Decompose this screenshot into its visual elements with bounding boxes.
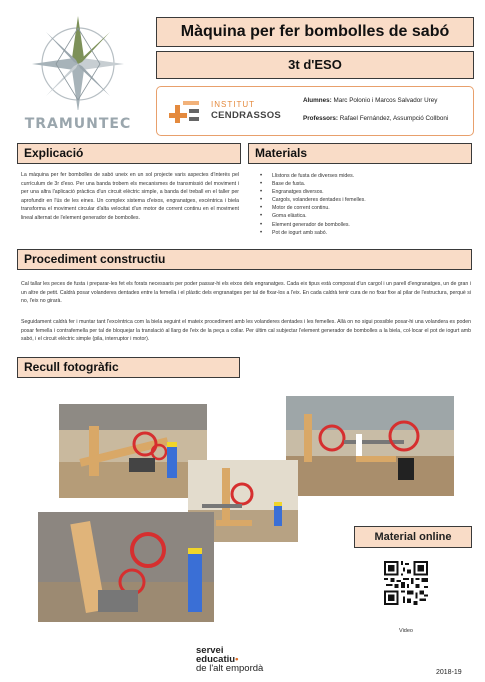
institute-logo (165, 97, 295, 127)
credits-box (156, 86, 474, 136)
procedure-paragraph-2: Seguidament caldrà fer i muntar tant l'excèntrica com la biela seguint el mateix procediment amb les volanderes dentades i les femelles. Allà on no sigui possible posar-hi una volandera es poden posar femella i contrafemella per tal de bloquejar la translació al llarg de l'eix de la peça a collar. Per últim cal subjectar l'element generador de bombolles a la biela, col·locar el pot de iogurt amb sabó, i el circuit elèctric simple (pila, interruptor i motor). (21, 319, 471, 343)
project-photo (59, 404, 207, 498)
authors-names: Marc Polonio i Marcos Salvador Urey (333, 97, 438, 104)
professors-label: Professors: (303, 115, 338, 122)
materials-header: Materials (248, 143, 472, 164)
authors-label: Alumnes: (303, 97, 332, 104)
material-item: • Motor de corrent continu. (258, 204, 468, 212)
logo-text: TRAMUNTEC (24, 116, 132, 132)
procedure-header: Procediment constructiu (17, 249, 472, 270)
school-year: 2018-19 (436, 669, 462, 676)
org-line-3: de l'alt empordà (196, 663, 264, 674)
video-link-label[interactable]: Video (399, 628, 413, 634)
materials-list (258, 172, 468, 237)
material-item: • Goma elàstica. (258, 212, 468, 220)
material-item: • Engranatges diversos. (258, 188, 468, 196)
material-item: • Base de fusta. (258, 180, 468, 188)
institute-label: INSTITUT (211, 100, 255, 109)
institute-name: CENDRASSOS (211, 110, 282, 121)
professors-line (303, 115, 448, 122)
explanation-header: Explicació (17, 143, 241, 164)
explanation-text: La màquina per fer bombolles de sabó uneix en un sol projecte varis aspectes d'interès pel currículum de 3r d'eso. Per una banda trobem els mecanismes de transmissió del moviment i per una altra l'aplicació pràctica d'un circuit elèctric simple, a banda del treball en el taller per aprofundir en l'ús de les eines. Un complex sistema d'eixos, engranatges, excèntrica i biela transforma el moviment circular d'alta velocitat d'un motor de corrent continu en el moviment lineal alternat de l'element generador de bombolles. (21, 172, 239, 221)
institute-mark-icon (169, 99, 201, 125)
material-item: • Pot de iogurt amb sabó. (258, 229, 468, 237)
poster-subtitle: 3t d'ESO (156, 51, 474, 79)
logo-dot-icon: • (235, 654, 239, 665)
org-line-1: servei (196, 645, 224, 656)
material-item: • Llistons de fusta de diverses mides. (258, 172, 468, 180)
compass-rose-icon (30, 14, 126, 110)
org-line-2: educatiu (196, 654, 236, 665)
project-photo (38, 512, 214, 622)
professors-names: Rafael Fernández, Assumpció Collboni (339, 115, 449, 122)
servei-educatiu-logo (196, 646, 296, 680)
material-online-header: Material online (354, 526, 472, 548)
qr-code-icon[interactable] (384, 561, 428, 605)
authors-line (303, 97, 437, 104)
material-item: • Element generador de bombolles. (258, 221, 468, 229)
project-photo (286, 396, 454, 496)
photos-header: Recull fotogràfic (17, 357, 240, 378)
poster-title: Màquina per fer bombolles de sabó (156, 17, 474, 47)
material-item: • Cargols, volanderes dentades i femelles. (258, 196, 468, 204)
tramuntec-logo (14, 12, 142, 136)
procedure-paragraph-1: Cal tallar les peces de fusta i preparar-les fet els forats necessaris per poder passar-hi els eixos dels engranatges. Cada eix tipus està composat d'un cargol i un parell d'engranatges, un de gran i un altre de petit. Caldrà posar volanderes dentades entre la femella i el plàstic dels engranatges per tal de fixar-los a l'eix. En cada caldrà tenir cura de no fixar fixe al pilar de l'estructura, perquè si no, l'eix no girarà. (21, 281, 471, 305)
